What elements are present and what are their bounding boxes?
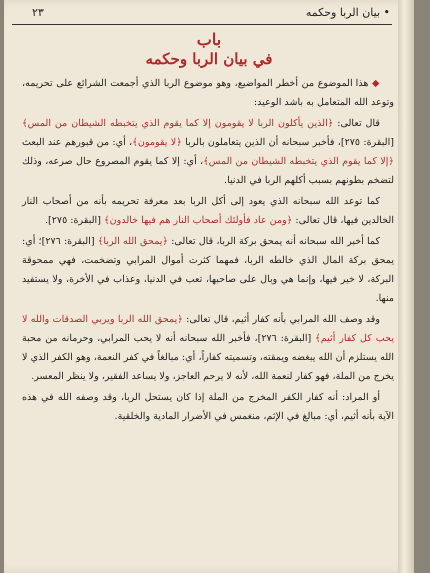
paragraph [22, 74, 394, 112]
quran-quote: ﴿لا يقومون﴾ [132, 137, 182, 148]
paragraph [22, 192, 394, 230]
text-run: ، أي: إلا كما يقوم المصروع حال صرعه، وذلك لتضخم بطونهم بسبب أكلهم الربا في الدنيا. [22, 156, 394, 186]
text-run: ، أي: من قبورهم عند البعث [22, 137, 133, 148]
quran-quote: ﴿ومن عاد فأولئك أصحاب النار هم فيها خالدون﴾ [103, 215, 293, 226]
chapter-title: في بيان الربا وحكمه [145, 50, 273, 68]
text-run: وقد وصف الله المرابي بأنه كفار أثيم، قال تعالى: [182, 314, 380, 325]
text-run: كما توعد الله سبحانه الذي يعود إلى أكل الربا بعد معرفة تحريمه بأنه من أصحاب النار الخالدين فيها، قال تعالى: [22, 196, 394, 226]
text-run: [البقرة: ٢٧٥]، فأخبر سبحانه أن الذين يتعاملون بالربا [181, 137, 394, 148]
text-run: كما أخبر الله سبحانه أنه يمحق بركة الربا، قال تعالى: [168, 236, 381, 247]
paragraph [22, 310, 394, 386]
quran-quote: ﴿إلا كما يقوم الذي يتخبطه الشيطان من المس﴾ [203, 156, 394, 167]
quran-quote: ﴿يمحق الله الربا ويربي الصدقات والله لا يحب كل كفار أثيم﴾ [22, 314, 394, 344]
running-header [12, 2, 392, 25]
text-run: [البقرة: ٢٧٦]، فأخبر الله سبحانه أنه لا يحب المرابي، وحرمانه من محبة الله يستلزم أن الله يبغضه ويمقته، وتسميته كفاراً، أي: مبالغاً في كفر النعمة، وهو الكفر الذي لا يخرج من الملة، فهو كفار لنعمة الله، لأنه لا يرحم العاجز، ولا يساعد الفقير، ولا ينظر المعسر. [22, 333, 394, 382]
paragraph [22, 388, 394, 426]
text-run: قال تعالى: [333, 118, 381, 129]
book-page [4, 0, 414, 573]
text-run: [البقرة: ٢٧٥]. [44, 215, 104, 226]
quran-quote: ﴿يمحق الله الربا﴾ [97, 236, 169, 247]
quran-quote: ﴿الذين يأكلون الربا لا يقومون إلا كما يقوم الذي يتخبطه الشيطان من المس﴾ [22, 118, 334, 129]
page-number: ٢٣ [32, 6, 44, 19]
page-edge [398, 0, 414, 573]
text-run: [البقرة: ٢٧٦]؛ أي: يمحق بركة المال الذي خالطه الربا، فمهما كثرت أموال المرابي وتضخمت، فهي ممحوقة البركة، لا خير فيها، وإنما هي وبال على صاحبها، تعب في الدنيا، وعذاب في الأخرة، ولا يستفيد منها. [22, 236, 394, 304]
paragraph [22, 114, 394, 190]
text-run: هذا الموضوع من أخطر المواضيع، وهو موضوع الربا الذي أجمعت الشرائع على تحريمه، وتوعد الله المتعامل به باشد الوعيد: [22, 78, 394, 108]
bullet-marker: ◆ [368, 78, 380, 89]
text-run: أو المراد: أنه كفار الكفر المخرج من الملة إذا كان يستحل الربا، وقد وصفه الله في هذه الآية بأنه أثيم، أي: مبالغ في الإثم، منغمس في الأضرار المادية والخلقية. [22, 392, 394, 422]
chapter-label: باب [196, 30, 222, 49]
paragraph [22, 232, 394, 308]
body-text [22, 74, 394, 428]
running-title: • بيان الربا وحكمه [305, 6, 390, 19]
